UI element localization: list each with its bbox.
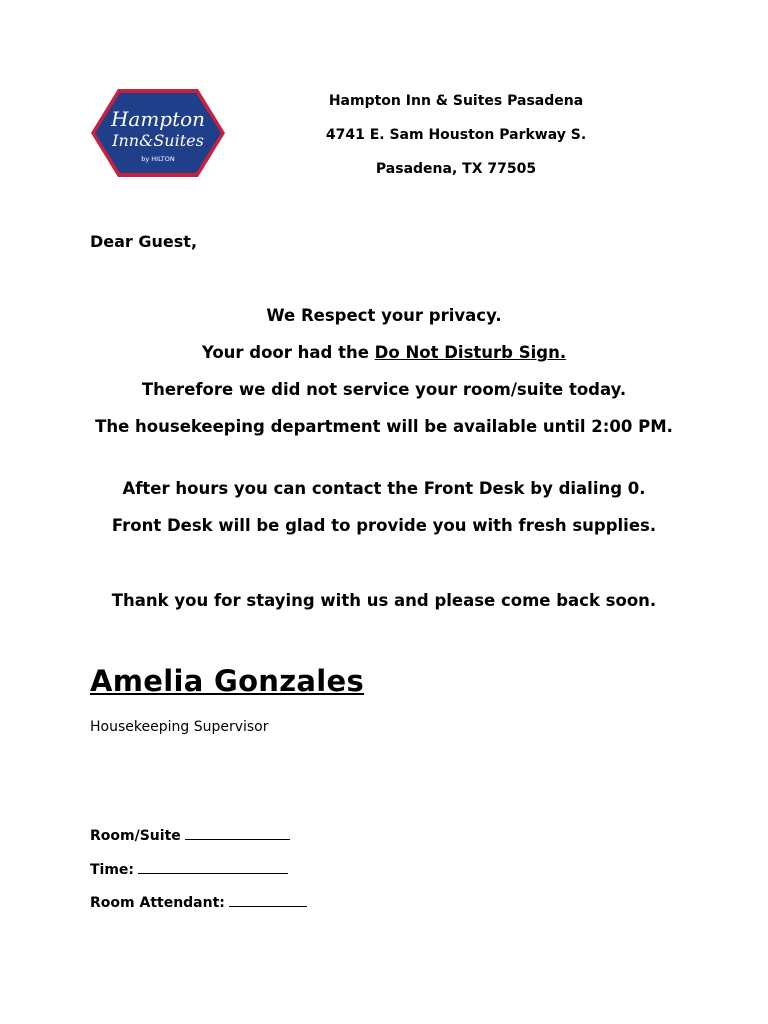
time-label: Time: [90,862,135,878]
signature-name: Amelia Gonzales [90,664,365,698]
hampton-inn-logo [90,88,226,178]
supplies-line: Front Desk will be glad to provide you with fresh supplies. [111,516,657,535]
salutation: Dear Guest, [90,232,198,251]
time-field [90,859,288,879]
housekeeping-hours-line: The housekeeping department will be available until 2:00 PM. [95,417,673,436]
logo-text-inn-suites: Inn&Suites [112,131,204,150]
logo-text-by-hilton: by HILTON [141,155,175,163]
no-service-line: Therefore we did not service your room/suite today. [141,380,627,399]
room-attendant-label: Room Attendant: [90,895,225,911]
room-suite-blank [185,825,290,840]
signature-title: Housekeeping Supervisor [90,719,269,735]
after-hours-line: After hours you can contact the Front Desk by dialing 0. [122,479,646,498]
do-not-disturb-text: Do Not Disturb Sign. [374,343,567,362]
privacy-line: We Respect your privacy. [266,306,502,325]
room-suite-field [90,825,290,845]
room-attendant-blank [229,892,307,907]
hotel-name: Hampton Inn & Suites Pasadena [328,93,584,109]
logo-text-hampton: Hampton [110,107,206,131]
closing-line: Thank you for staying with us and please come back soon. [111,591,657,610]
time-blank [138,859,288,874]
door-sign-prefix: Your door had the [201,343,375,362]
hotel-street: 4741 E. Sam Houston Parkway S. [325,127,587,143]
room-attendant-field [90,892,307,912]
room-suite-label: Room/Suite [90,828,181,844]
door-sign-line [80,341,688,365]
hotel-city: Pasadena, TX 77505 [375,161,537,177]
